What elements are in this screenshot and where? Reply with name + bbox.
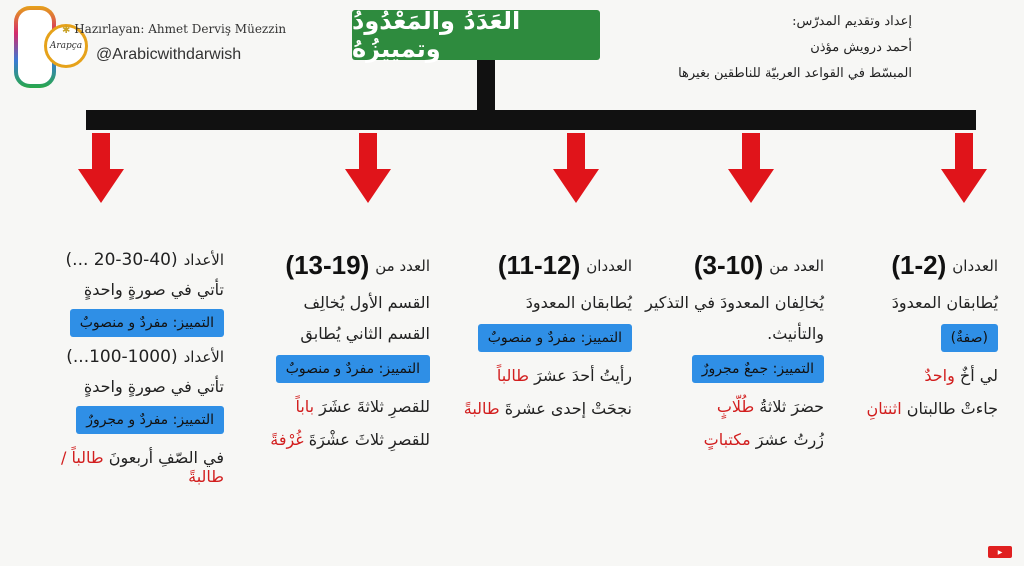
example-line: للقصرِ ثلاثَ عشْرَةَ غُرْفةً <box>270 430 430 449</box>
rule-box: (صفةٌ) <box>941 324 998 352</box>
down-arrow-icon <box>553 133 599 203</box>
logo-badge: Arapça <box>44 24 88 68</box>
tree-stem <box>477 60 495 112</box>
rule-box: التمييز: مفردٌ و منصوبٌ <box>276 355 430 383</box>
down-arrow-icon <box>728 133 774 203</box>
rule-box: التمييز: مفردٌ و منصوبٌ <box>70 309 224 337</box>
column-13-19: العدد من (13-19) القسم الأول يُخالِف القسم الثاني يُطابق التمييز: مفردٌ و منصوبٌ للقصرِ ثلاثةَ عشَرَ باباً للقصرِ ثلاثَ عشْرَةَ غُرْفةً <box>250 250 430 449</box>
teacher-label: إعداد وتقديم المدرّس: <box>792 14 912 29</box>
rule-box: التمييز: جمعٌ مجرورٌ <box>692 355 824 383</box>
example-line: جاءتْ طالبتان اثنتانِ <box>866 399 998 418</box>
page-title: العَدَدُ والمَعْدُودُ وتمييزُهُ <box>352 10 600 60</box>
down-arrow-icon <box>941 133 987 203</box>
teacher-name: أحمد درويش مؤذن <box>810 40 912 55</box>
rule-box: التمييز: مفردٌ و مجرورٌ <box>76 406 224 434</box>
column-11-12: العددان (11-12) يُطابقان المعدودَ التمييز: مفردٌ و منصوبٌ رأيتُ أحدَ عشرَ طالباً نجحَتْ إحدى عشرةَ طالبةً <box>452 250 632 418</box>
column-tens-hundreds: الأعداد (20-30-40 ...) تأتي في صورةٍ واحدةٍ التمييز: مفردٌ و منصوبٌ الأعداد (100-1000...) تأتي في صورةٍ واحدةٍ التمييز: مفردٌ و مجرورٌ في الصّفِ أربعونَ طالباً / طالبةً <box>24 250 224 486</box>
down-arrow-icon <box>345 133 391 203</box>
tree-bar <box>86 110 976 130</box>
example-line: في الصّفِ أربعونَ طالباً / طالبةً <box>60 448 224 486</box>
book-title: المبسّط في القواعد العربيّة للناطقين بغيرها <box>678 66 912 81</box>
channel-handle: @Arabicwithdarwish <box>96 46 242 63</box>
column-3-10: العدد من (3-10) يُخالِفان المعدودَ في التذكير والتأنيث. التمييز: جمعٌ مجرورٌ حضرَ ثلاثةُ طُلّابٍ زُرتُ عشرَ مكتباتٍ <box>634 250 824 449</box>
column-1-2: العددان (1-2) يُطابقان المعدودَ (صفةٌ) لي أخٌ واحدٌ جاءتْ طالبتان اثنتانِ <box>848 250 998 418</box>
example-line: زُرتُ عشرَ مكتباتٍ <box>703 430 824 449</box>
rule-box: التمييز: مفردٌ و منصوبٌ <box>478 324 632 352</box>
example-line: لي أخٌ واحدٌ <box>924 366 998 385</box>
star-icon: ✱ <box>62 25 71 36</box>
example-line: نجحَتْ إحدى عشرةَ طالبةً <box>463 399 632 418</box>
subscribe-button[interactable]: ▶ <box>988 546 1012 558</box>
author-credit: ✱ Hazırlayan: Ahmet Derviş Müezzin <box>62 22 287 36</box>
down-arrow-icon <box>78 133 124 203</box>
example-line: للقصرِ ثلاثةَ عشَرَ باباً <box>295 397 430 416</box>
example-line: حضرَ ثلاثةُ طُلّابٍ <box>716 397 824 416</box>
example-line: رأيتُ أحدَ عشرَ طالباً <box>496 366 632 385</box>
